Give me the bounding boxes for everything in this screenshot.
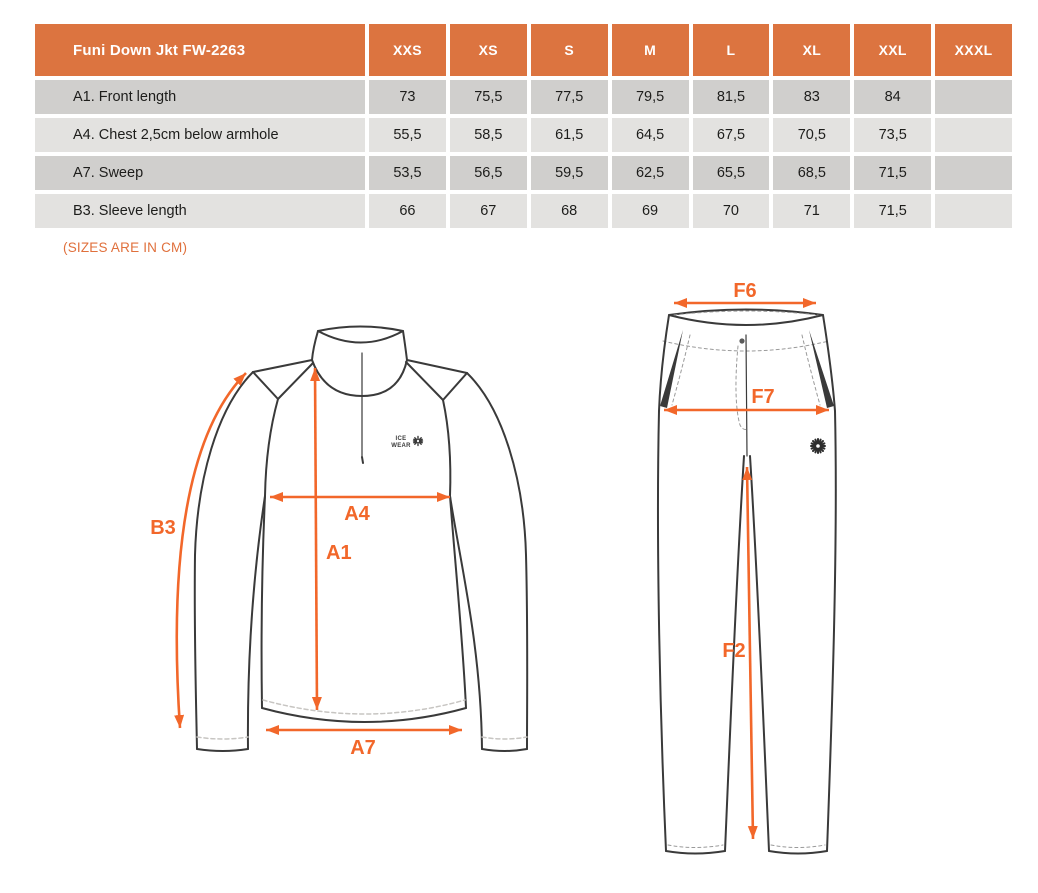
f6-label: F6 — [733, 283, 757, 302]
cell-value: 66 — [369, 194, 446, 228]
size-header-xl: XL — [773, 24, 850, 76]
logo-text-wear: WEAR — [391, 443, 411, 449]
size-header-m: M — [612, 24, 689, 76]
cell-value: 77,5 — [531, 80, 608, 114]
cell-value: 68 — [531, 194, 608, 228]
row-label-front-length: A1. Front length — [35, 80, 365, 114]
snowflake-icon — [811, 439, 825, 453]
cell-value: 67,5 — [693, 118, 770, 152]
cell-value — [935, 118, 1012, 152]
a1-label: A1 — [326, 542, 352, 564]
pants-diagram — [630, 283, 890, 860]
left-pocket — [660, 330, 683, 408]
table-title: Funi Down Jkt FW-2263 — [35, 24, 365, 76]
size-header-xxs: XXS — [369, 24, 446, 76]
waistband-fill — [669, 310, 823, 326]
cell-value: 69 — [612, 194, 689, 228]
cell-value: 53,5 — [369, 156, 446, 190]
cell-value: 62,5 — [612, 156, 689, 190]
waist-button — [739, 338, 744, 343]
cell-value — [935, 194, 1012, 228]
cell-value: 68,5 — [773, 156, 850, 190]
size-header-xs: XS — [450, 24, 527, 76]
cell-value: 79,5 — [612, 80, 689, 114]
cell-value: 73 — [369, 80, 446, 114]
cell-value: 73,5 — [854, 118, 931, 152]
collar-inner-fill — [318, 327, 403, 343]
cell-value: 64,5 — [612, 118, 689, 152]
size-header-xxl: XXL — [854, 24, 931, 76]
cell-value: 56,5 — [450, 156, 527, 190]
cell-value: 55,5 — [369, 118, 446, 152]
row-label-chest: A4. Chest 2,5cm below armhole — [35, 118, 365, 152]
cell-value: 71 — [773, 194, 850, 228]
cell-value — [935, 156, 1012, 190]
size-header-xxxl: XXXL — [935, 24, 1012, 76]
cell-value: 58,5 — [450, 118, 527, 152]
row-label-sleeve-length: B3. Sleeve length — [35, 194, 365, 228]
cell-value — [935, 80, 1012, 114]
cell-value: 75,5 — [450, 80, 527, 114]
b3-sleeve-arrow — [177, 373, 246, 728]
a4-label: A4 — [344, 503, 370, 525]
cell-value: 65,5 — [693, 156, 770, 190]
f2-label: F2 — [722, 640, 746, 662]
f2-inseam-arrow — [747, 467, 753, 839]
sizes-unit-note: (SIZES ARE IN CM) — [63, 240, 188, 255]
row-label-sweep: A7. Sweep — [35, 156, 365, 190]
cell-value: 71,5 — [854, 194, 931, 228]
cell-value: 70,5 — [773, 118, 850, 152]
snowflake-icon — [414, 437, 423, 446]
logo-text-ice: ICE — [395, 436, 407, 442]
b3-label: B3 — [150, 517, 176, 539]
size-header-l: L — [693, 24, 770, 76]
f7-label: F7 — [751, 386, 775, 408]
icewear-logo — [391, 436, 422, 449]
cell-value: 59,5 — [531, 156, 608, 190]
cell-value: 71,5 — [854, 156, 931, 190]
a1-front-length-arrow — [315, 368, 317, 710]
size-header-s: S — [531, 24, 608, 76]
cell-value: 70 — [693, 194, 770, 228]
cell-value: 81,5 — [693, 80, 770, 114]
cell-value: 61,5 — [531, 118, 608, 152]
jacket-diagram — [135, 300, 595, 770]
cell-value: 83 — [773, 80, 850, 114]
a7-label: A7 — [350, 737, 376, 759]
size-table — [35, 24, 1012, 228]
cell-value: 67 — [450, 194, 527, 228]
cell-value: 84 — [854, 80, 931, 114]
